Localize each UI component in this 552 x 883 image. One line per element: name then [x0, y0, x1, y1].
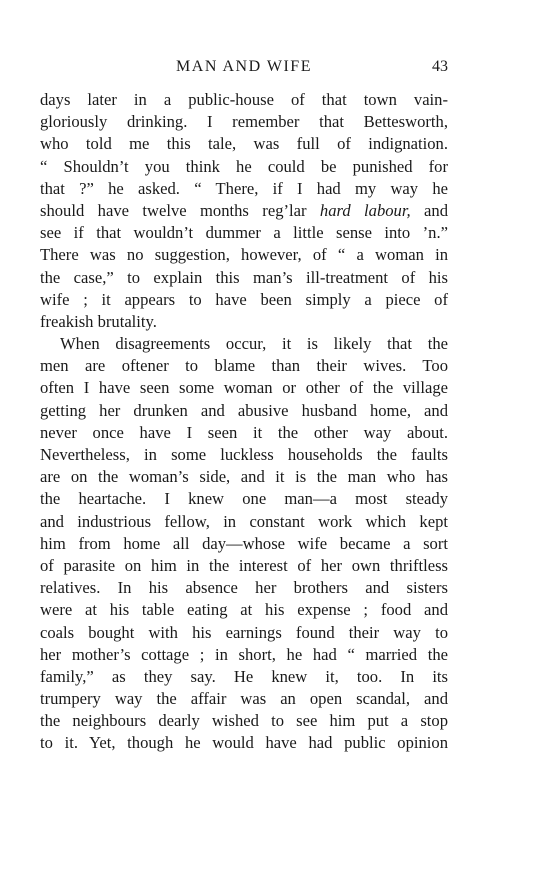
text-line	[40, 200, 448, 222]
text-line: her mother’s cottage ; in short, he had “ married the	[40, 644, 448, 664]
text-fragment: and	[410, 200, 448, 220]
text-line: trumpery way the affair was an open scandal, and	[40, 689, 448, 709]
text-line: men are oftener to blame than their wives. Too	[40, 356, 448, 376]
italic-phrase: hard labour,	[319, 200, 411, 220]
text-line: wife ; it appears to have been simply a piece of	[40, 289, 448, 309]
text-line: the case,” to explain this man’s ill-treatment of his	[40, 267, 448, 287]
text-line: “ Shouldn’t you think he could be punished for	[40, 156, 448, 176]
text-line: freakish brutality.	[40, 311, 157, 331]
text-line: Nevertheless, in some luckless households the faults	[40, 445, 448, 464]
text-line: are on the woman’s side, and it is the man who has	[40, 467, 448, 487]
text-line: relatives. In his absence her brothers and sisters	[40, 578, 448, 598]
text-line: never once have I seen it the other way about.	[40, 422, 448, 442]
running-title: MAN AND WIFE	[176, 58, 312, 75]
body-text	[40, 89, 448, 755]
text-line: the neighbours dearly wished to see him put a stop	[40, 711, 448, 731]
text-line: to it. Yet, though he would have had public opinion	[40, 733, 448, 753]
text-line: that ?” he asked. “ There, if I had my way he	[40, 178, 448, 198]
running-head	[40, 55, 448, 79]
text-line: gloriously drinking. I remember that Bettesworth,	[40, 112, 448, 132]
text-line: of parasite on him in the interest of her own thriftless	[40, 555, 448, 575]
text-line: There was no suggestion, however, of “ a woman in	[40, 245, 448, 265]
page-number: 43	[432, 58, 448, 75]
text-line: him from home all day—whose wife became a sort	[40, 533, 448, 553]
text-line: who told me this tale, was full of indignation.	[40, 134, 448, 154]
text-line: see if that wouldn’t dummer a little sense into ’n.”	[40, 223, 448, 243]
text-line: family,” as they say. He knew it, too. In its	[40, 666, 448, 686]
text-line: and industrious fellow, in constant work which kept	[40, 511, 448, 531]
text-line: were at his table eating at his expense ; food and	[40, 600, 448, 620]
text-line: getting her drunken and abusive husband home, and	[40, 400, 448, 420]
text-line: coals bought with his earnings found their way to	[40, 622, 448, 642]
text-line: often I have seen some woman or other of the village	[40, 378, 448, 398]
paragraph-first-line: When disagreements occur, it is likely that the	[60, 334, 448, 354]
text-line: days later in a public-house of that town vain-	[40, 90, 448, 109]
text-fragment: should have twelve months reg’lar	[40, 200, 320, 220]
text-line: the heartache. I knew one man—a most steady	[40, 489, 448, 509]
